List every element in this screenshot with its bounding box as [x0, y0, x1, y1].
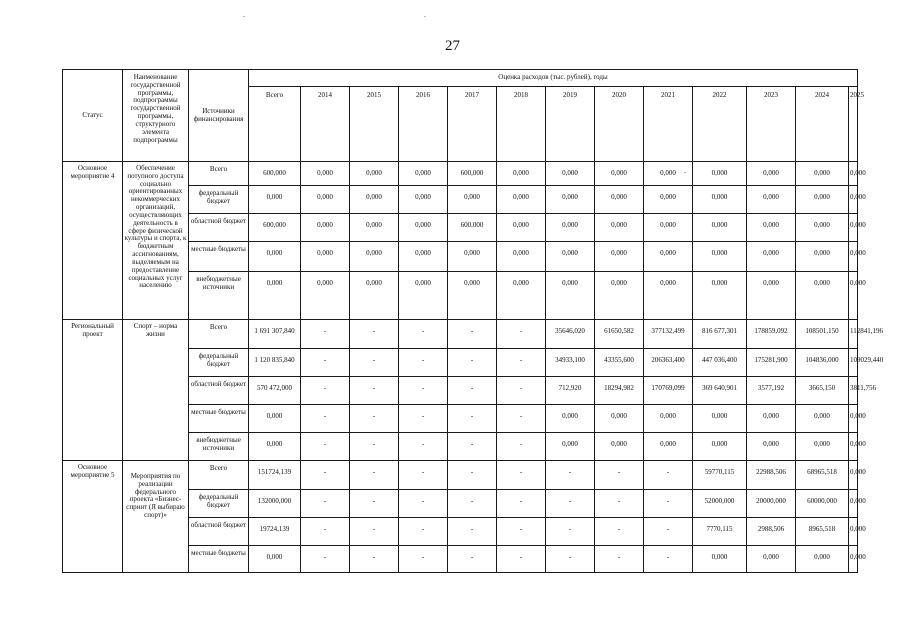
- value-cell: -: [399, 546, 448, 573]
- value-cell: 0,000: [350, 214, 399, 242]
- value-cell: 3577,192: [747, 377, 796, 405]
- value-cell: 59770,115: [693, 461, 747, 490]
- source-cell: областной бюджет: [189, 214, 249, 242]
- source-cell: федеральный бюджет: [189, 349, 249, 377]
- value-cell: -: [644, 546, 693, 573]
- value-cell: -: [350, 377, 399, 405]
- value-cell: 0,000: [350, 272, 399, 320]
- source-cell: Всего: [189, 320, 249, 349]
- page-number: 27: [445, 38, 460, 54]
- value-cell: 0,000: [595, 405, 644, 433]
- value-cell: 0,000: [796, 186, 849, 214]
- value-cell: 0,000: [350, 162, 399, 186]
- value-cell: -: [301, 320, 350, 349]
- value-cell: 7770,115: [693, 518, 747, 546]
- value-cell: -: [595, 461, 644, 490]
- source-cell: федеральный бюджет: [189, 490, 249, 518]
- value-cell: 0,000: [546, 242, 595, 272]
- value-cell: -: [350, 461, 399, 490]
- value-cell: -: [595, 490, 644, 518]
- value-cell: 0,000: [644, 272, 693, 320]
- value-cell: 0,000: [546, 272, 595, 320]
- value-cell: 0,000: [546, 433, 595, 461]
- value-cell: 0,000: [849, 162, 858, 186]
- value-cell: 0,000: [644, 433, 693, 461]
- header-year-cell: 2024: [796, 87, 849, 162]
- value-cell: 0,000: [747, 272, 796, 320]
- source-cell: местные бюджеты: [189, 242, 249, 272]
- value-cell: 0,000: [249, 405, 301, 433]
- value-cell: 0,000: [693, 214, 747, 242]
- value-cell: -: [448, 518, 497, 546]
- value-cell: -: [497, 349, 546, 377]
- value-cell: 0,000: [796, 272, 849, 320]
- value-cell: 0,000: [796, 433, 849, 461]
- value-cell: -: [448, 546, 497, 573]
- value-cell: 0,000: [399, 242, 448, 272]
- value-cell: 0,000: [693, 433, 747, 461]
- value-cell: 0,000: [747, 242, 796, 272]
- value-cell: 600,000: [448, 214, 497, 242]
- value-cell: -: [546, 546, 595, 573]
- value-cell: 0,000: [796, 405, 849, 433]
- status-cell: Региональный проект: [63, 320, 123, 461]
- value-cell: 0,000: [796, 242, 849, 272]
- value-cell: 0,000: [399, 186, 448, 214]
- value-cell: -: [448, 377, 497, 405]
- value-cell: 0,000: [747, 186, 796, 214]
- value-cell: 178859,092: [747, 320, 796, 349]
- value-cell: 206363,400: [644, 349, 693, 377]
- value-cell: -: [350, 320, 399, 349]
- value-cell: -: [497, 433, 546, 461]
- source-cell: внебюджетные источники: [189, 433, 249, 461]
- header-name: Наименование государственной программы, подпрограммы государственной программы, структурного элемента подпрограммы: [123, 70, 189, 162]
- value-cell: -: [399, 433, 448, 461]
- source-cell: Всего: [189, 162, 249, 186]
- value-cell: 108501,150: [796, 320, 849, 349]
- value-cell: -: [448, 461, 497, 490]
- value-cell: 0,000: [546, 214, 595, 242]
- source-cell: местные бюджеты: [189, 546, 249, 573]
- scan-speck: [243, 16, 245, 17]
- value-cell: -: [350, 518, 399, 546]
- value-cell: 1 691 307,840: [249, 320, 301, 349]
- value-cell: 0,000: [644, 214, 693, 242]
- value-cell: 0,000: [301, 162, 350, 186]
- value-cell: -: [301, 461, 350, 490]
- value-cell: 0,000: [849, 461, 858, 490]
- value-cell: 0,000: [849, 546, 858, 573]
- value-cell: 600,000: [249, 162, 301, 186]
- value-cell: 712,920: [546, 377, 595, 405]
- value-cell: 1 120 835,840: [249, 349, 301, 377]
- header-source: Источники финансирования: [189, 70, 249, 162]
- value-cell: 60000,000: [796, 490, 849, 518]
- value-cell: 0,000: [497, 162, 546, 186]
- value-cell: 0,000: [546, 162, 595, 186]
- value-cell: 0,000: [249, 546, 301, 573]
- value-cell: -: [350, 349, 399, 377]
- value-cell: -: [497, 546, 546, 573]
- value-cell: -: [350, 546, 399, 573]
- value-cell: 0,000: [693, 162, 747, 186]
- value-cell: 35646,020: [546, 320, 595, 349]
- value-cell: -: [301, 405, 350, 433]
- value-cell: 0,000: [497, 272, 546, 320]
- value-cell: -: [546, 490, 595, 518]
- value-cell: -: [644, 518, 693, 546]
- value-cell: -: [301, 518, 350, 546]
- value-cell: 0,000: [249, 433, 301, 461]
- source-cell: внебюджетные источники: [189, 272, 249, 320]
- table-row: [63, 461, 858, 490]
- value-cell: 68965,518: [796, 461, 849, 490]
- source-cell: областной бюджет: [189, 518, 249, 546]
- value-cell: 447 036,400: [693, 349, 747, 377]
- value-cell: 0,000: [301, 214, 350, 242]
- value-cell: 61650,582: [595, 320, 644, 349]
- table-row: [63, 320, 858, 349]
- header-year-cell: 2025: [849, 87, 858, 162]
- value-cell: 170769,099: [644, 377, 693, 405]
- value-cell: 0,000: [399, 214, 448, 242]
- value-cell: -: [546, 461, 595, 490]
- value-cell: 0,000: [849, 186, 858, 214]
- value-cell: -: [399, 461, 448, 490]
- value-cell: 112841,196: [849, 320, 858, 349]
- value-cell: 0,000: [644, 242, 693, 272]
- budget-table: [62, 69, 884, 573]
- header-year-cell: 2023: [747, 87, 796, 162]
- value-cell: 0,000: [693, 272, 747, 320]
- value-cell: 0,000: [796, 162, 849, 186]
- value-cell: 0,000: [399, 162, 448, 186]
- value-cell: 0,000: [595, 214, 644, 242]
- value-cell: 600,000: [249, 214, 301, 242]
- header-year-cell: 2015: [350, 87, 399, 162]
- value-cell: -: [399, 405, 448, 433]
- value-cell: 0,000: [849, 242, 858, 272]
- value-cell: -: [595, 518, 644, 546]
- value-cell: 0,000: [693, 242, 747, 272]
- value-cell: 0,000: [849, 490, 858, 518]
- value-cell: -: [497, 518, 546, 546]
- value-cell: 3811,756: [849, 377, 858, 405]
- value-cell: -: [399, 349, 448, 377]
- value-cell: 0,000: [849, 433, 858, 461]
- value-cell: -: [350, 405, 399, 433]
- value-cell: 0,000: [595, 186, 644, 214]
- table-body: [63, 70, 884, 573]
- value-cell: 570 472,000: [249, 377, 301, 405]
- value-cell: -: [644, 461, 693, 490]
- header-year-cell: 2017: [448, 87, 497, 162]
- value-cell: 8965,518: [796, 518, 849, 546]
- value-cell: 0,000: [546, 405, 595, 433]
- value-cell: 0,000: [747, 433, 796, 461]
- header-year-cell: 2014: [301, 87, 350, 162]
- value-cell: 0,000: [693, 186, 747, 214]
- value-cell: -: [546, 518, 595, 546]
- value-cell: -: [497, 405, 546, 433]
- value-cell: -: [301, 433, 350, 461]
- header-year-cell: 2018: [497, 87, 546, 162]
- value-cell: -: [399, 377, 448, 405]
- value-cell: 22988,506: [747, 461, 796, 490]
- header-year-cell: 2016: [399, 87, 448, 162]
- value-cell: 0,000: [849, 214, 858, 242]
- value-cell: 18294,982: [595, 377, 644, 405]
- value-cell: 0,000: [644, 186, 693, 214]
- value-cell: 0,000: [849, 405, 858, 433]
- value-cell: 369 640,901: [693, 377, 747, 405]
- value-cell: 0,000: [546, 186, 595, 214]
- value-cell: -: [595, 546, 644, 573]
- value-cell: 0,000: [693, 405, 747, 433]
- source-cell: федеральный бюджет: [189, 186, 249, 214]
- value-cell: 377132,499: [644, 320, 693, 349]
- source-cell: областной бюджет: [189, 377, 249, 405]
- value-cell: 0,000: [249, 186, 301, 214]
- value-cell: -: [497, 461, 546, 490]
- value-cell: 816 677,301: [693, 320, 747, 349]
- value-cell: 0,000: [693, 546, 747, 573]
- value-cell: -: [399, 320, 448, 349]
- header-year-cell: 2019: [546, 87, 595, 162]
- value-cell: 0,000: [448, 242, 497, 272]
- value-cell: 132000,000: [249, 490, 301, 518]
- value-cell: 2988,506: [747, 518, 796, 546]
- value-cell: 0,000: [796, 546, 849, 573]
- value-cell: 0,000: [399, 272, 448, 320]
- value-cell: 0,000: [448, 186, 497, 214]
- header-year-cell: 2021: [644, 87, 693, 162]
- value-cell: 104836,000: [796, 349, 849, 377]
- value-cell: 0,000: [747, 405, 796, 433]
- name-cell: Обеспечение потупного доступа социально ориентированных некоммерческих организаций, осуществляющих деятельность в сфере физической культуры и спорта, к бюджетным ассигнованиям, выделяемым на предоставление социальных услуг населению: [123, 162, 189, 320]
- header-row-top: [63, 70, 858, 87]
- value-cell: -: [448, 433, 497, 461]
- value-cell: 0,000: [595, 162, 644, 186]
- value-cell: 0,000: [644, 405, 693, 433]
- value-cell: -: [497, 377, 546, 405]
- value-cell: -: [301, 490, 350, 518]
- value-cell: 0,000: [747, 546, 796, 573]
- source-cell: местные бюджеты: [189, 405, 249, 433]
- value-cell: 0,000: [497, 214, 546, 242]
- value-cell: -: [301, 546, 350, 573]
- value-cell: 0,000: [350, 186, 399, 214]
- value-cell: -: [644, 490, 693, 518]
- value-cell: 3665,150: [796, 377, 849, 405]
- value-cell: 52000,000: [693, 490, 747, 518]
- value-cell: 151724,139: [249, 461, 301, 490]
- name-cell: Спорт – норма жизни: [123, 320, 189, 461]
- value-cell: 0,000: [595, 272, 644, 320]
- value-cell: 0,000: [595, 242, 644, 272]
- value-cell: 0,000: [301, 242, 350, 272]
- name-cell: Мероприятия по реализации федерального проекта «Бизнес-спринт (Я выбираю спорт)»: [123, 461, 189, 573]
- value-cell: -: [448, 490, 497, 518]
- value-cell: 0,000: [249, 272, 301, 320]
- value-cell: 0,000: [644, 162, 693, 186]
- value-cell: -: [399, 490, 448, 518]
- status-cell: Основное мероприятие 5: [63, 461, 123, 573]
- value-cell: -: [301, 349, 350, 377]
- table-row: [63, 162, 858, 186]
- value-cell: 600,000: [448, 162, 497, 186]
- value-cell: -: [497, 320, 546, 349]
- value-cell: 175281,900: [747, 349, 796, 377]
- header-estimate: Оценка расходов (тыс. рублей), годы: [249, 70, 858, 87]
- value-cell: -: [350, 490, 399, 518]
- value-cell: -: [350, 433, 399, 461]
- value-cell: 0,000: [350, 242, 399, 272]
- value-cell: 0,000: [301, 186, 350, 214]
- value-cell: -: [399, 518, 448, 546]
- value-cell: 34933,100: [546, 349, 595, 377]
- header-year-cell: Всего: [249, 87, 301, 162]
- value-cell: 0,000: [747, 214, 796, 242]
- value-cell: 20000,000: [747, 490, 796, 518]
- value-cell: -: [301, 377, 350, 405]
- value-cell: -: [448, 349, 497, 377]
- header-year-cell: 2022: [693, 87, 747, 162]
- value-cell: -: [448, 405, 497, 433]
- value-cell: 0,000: [448, 272, 497, 320]
- value-cell: 109029,440: [849, 349, 858, 377]
- value-cell: -: [448, 320, 497, 349]
- header-status: Статус: [63, 70, 123, 162]
- header-year-cell: 2020: [595, 87, 644, 162]
- source-cell: Всего: [189, 461, 249, 490]
- value-cell: 0,000: [301, 272, 350, 320]
- value-cell: 19724,139: [249, 518, 301, 546]
- value-cell: 0,000: [849, 518, 858, 546]
- value-cell: 0,000: [497, 186, 546, 214]
- value-cell: 0,000: [595, 433, 644, 461]
- value-cell: 43355,600: [595, 349, 644, 377]
- value-cell: 0,000: [747, 162, 796, 186]
- value-cell: 0,000: [796, 214, 849, 242]
- status-cell: Основное мероприятие 4: [63, 162, 123, 320]
- value-cell: 0,000: [497, 242, 546, 272]
- value-cell: 0,000: [849, 272, 858, 320]
- scan-speck: [424, 16, 426, 17]
- value-cell: -: [497, 490, 546, 518]
- value-cell: 0,000: [249, 242, 301, 272]
